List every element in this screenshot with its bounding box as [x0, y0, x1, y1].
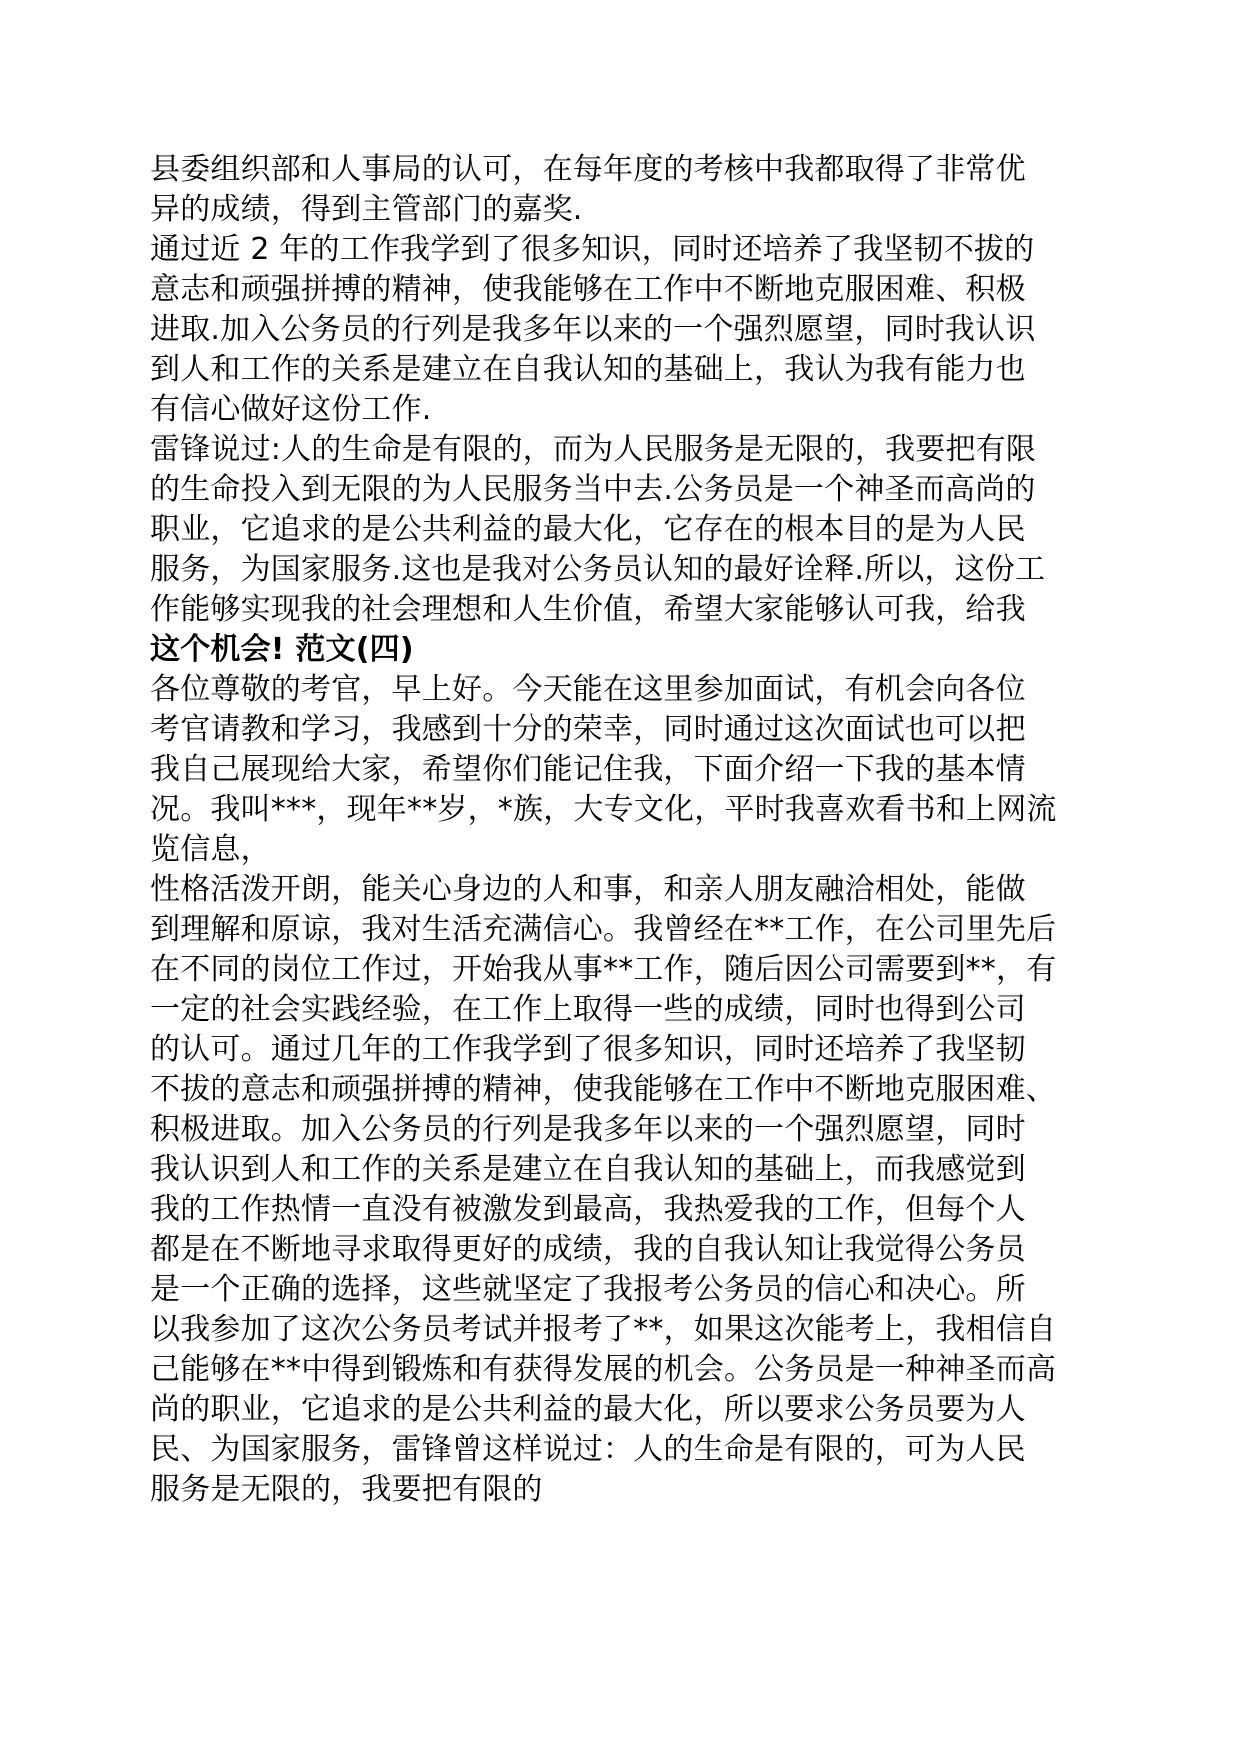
- text-line: 览信息，: [150, 832, 271, 867]
- text-line: 县委组织部和人事局的认可，在每年度的考核中我都取得了非常优: [150, 152, 1026, 187]
- text-line: 在不同的岗位工作过，开始我从事**工作，随后因公司需要到**，有: [150, 952, 1057, 987]
- text-line: 服务，为国家服务.这也是我对公务员认知的最好诠释.所以，这份工: [150, 552, 1046, 587]
- text-line: 民、为国家服务，雷锋曾这样说过：人的生命是有限的，可为人民: [150, 1432, 1026, 1467]
- text-line: 各位尊敬的考官，早上好。今天能在这里参加面试，有机会向各位: [150, 672, 1026, 707]
- text-line: 一定的社会实践经验，在工作上取得一些的成绩，同时也得到公司: [150, 992, 1026, 1027]
- text-line: 进取.加入公务员的行列是我多年以来的一个强烈愿望，同时我认识: [150, 312, 1036, 347]
- text-line: 积极进取。加入公务员的行列是我多年以来的一个强烈愿望，同时: [150, 1112, 1026, 1147]
- text-line: 到理解和原谅，我对生活充满信心。我曾经在**工作，在公司里先后: [150, 912, 1057, 947]
- text-line: 职业，它追求的是公共利益的最大化，它存在的根本目的是为人民: [150, 512, 1026, 547]
- text-line: 我自己展现给大家，希望你们能记住我，下面介绍一下我的基本情: [150, 752, 1026, 787]
- text-line: 到人和工作的关系是建立在自我认知的基础上，我认为我有能力也: [150, 352, 1026, 387]
- text-line: 性格活泼开朗，能关心身边的人和事，和亲人朋友融洽相处，能做: [150, 872, 1026, 907]
- text-line: 有信心做好这份工作.: [150, 392, 432, 427]
- text-line: 我的工作热情一直没有被激发到最高，我热爱我的工作，但每个人: [150, 1192, 1026, 1227]
- text-line: 通过近 2 年的工作我学到了很多知识，同时还培养了我坚韧不拔的: [150, 232, 1035, 267]
- body-text: [150, 150, 1110, 1510]
- text-line: 作能够实现我的社会理想和人生价值，希望大家能够认可我，给我: [150, 592, 1026, 627]
- section-heading-line: 这个机会! 范文(四): [150, 632, 414, 667]
- text-line: 的认可。通过几年的工作我学到了很多知识，同时还培养了我坚韧: [150, 1032, 1026, 1067]
- text-line: 都是在不断地寻求取得更好的成绩，我的自我认知让我觉得公务员: [150, 1232, 1026, 1267]
- text-line: 不拔的意志和顽强拼搏的精神，使我能够在工作中不断地克服困难、: [150, 1072, 1056, 1107]
- text-line: 异的成绩，得到主管部门的嘉奖.: [150, 192, 583, 227]
- text-line: 意志和顽强拼搏的精神，使我能够在工作中不断地克服困难、积极: [150, 272, 1026, 307]
- text-line: 以我参加了这次公务员考试并报考了**，如果这次能考上，我相信自: [150, 1312, 1057, 1347]
- text-line: 己能够在**中得到锻炼和有获得发展的机会。公务员是一种神圣而高: [150, 1352, 1057, 1387]
- text-line: 考官请教和学习，我感到十分的荣幸，同时通过这次面试也可以把: [150, 712, 1026, 747]
- text-line: 我认识到人和工作的关系是建立在自我认知的基础上，而我感觉到: [150, 1152, 1026, 1187]
- text-line: 是一个正确的选择，这些就坚定了我报考公务员的信心和决心。所: [150, 1272, 1026, 1307]
- text-line: 服务是无限的，我要把有限的: [150, 1472, 543, 1507]
- text-line: 的生命投入到无限的为人民服务当中去.公务员是一个神圣而高尚的: [150, 472, 1036, 507]
- text-line: 况。我叫***，现年**岁，*族，大专文化，平时我喜欢看书和上网流: [150, 792, 1057, 827]
- text-line: 尚的职业，它追求的是公共利益的最大化，所以要求公务员要为人: [150, 1392, 1026, 1427]
- text-line: 雷锋说过:人的生命是有限的，而为人民服务是无限的，我要把有限: [150, 432, 1037, 467]
